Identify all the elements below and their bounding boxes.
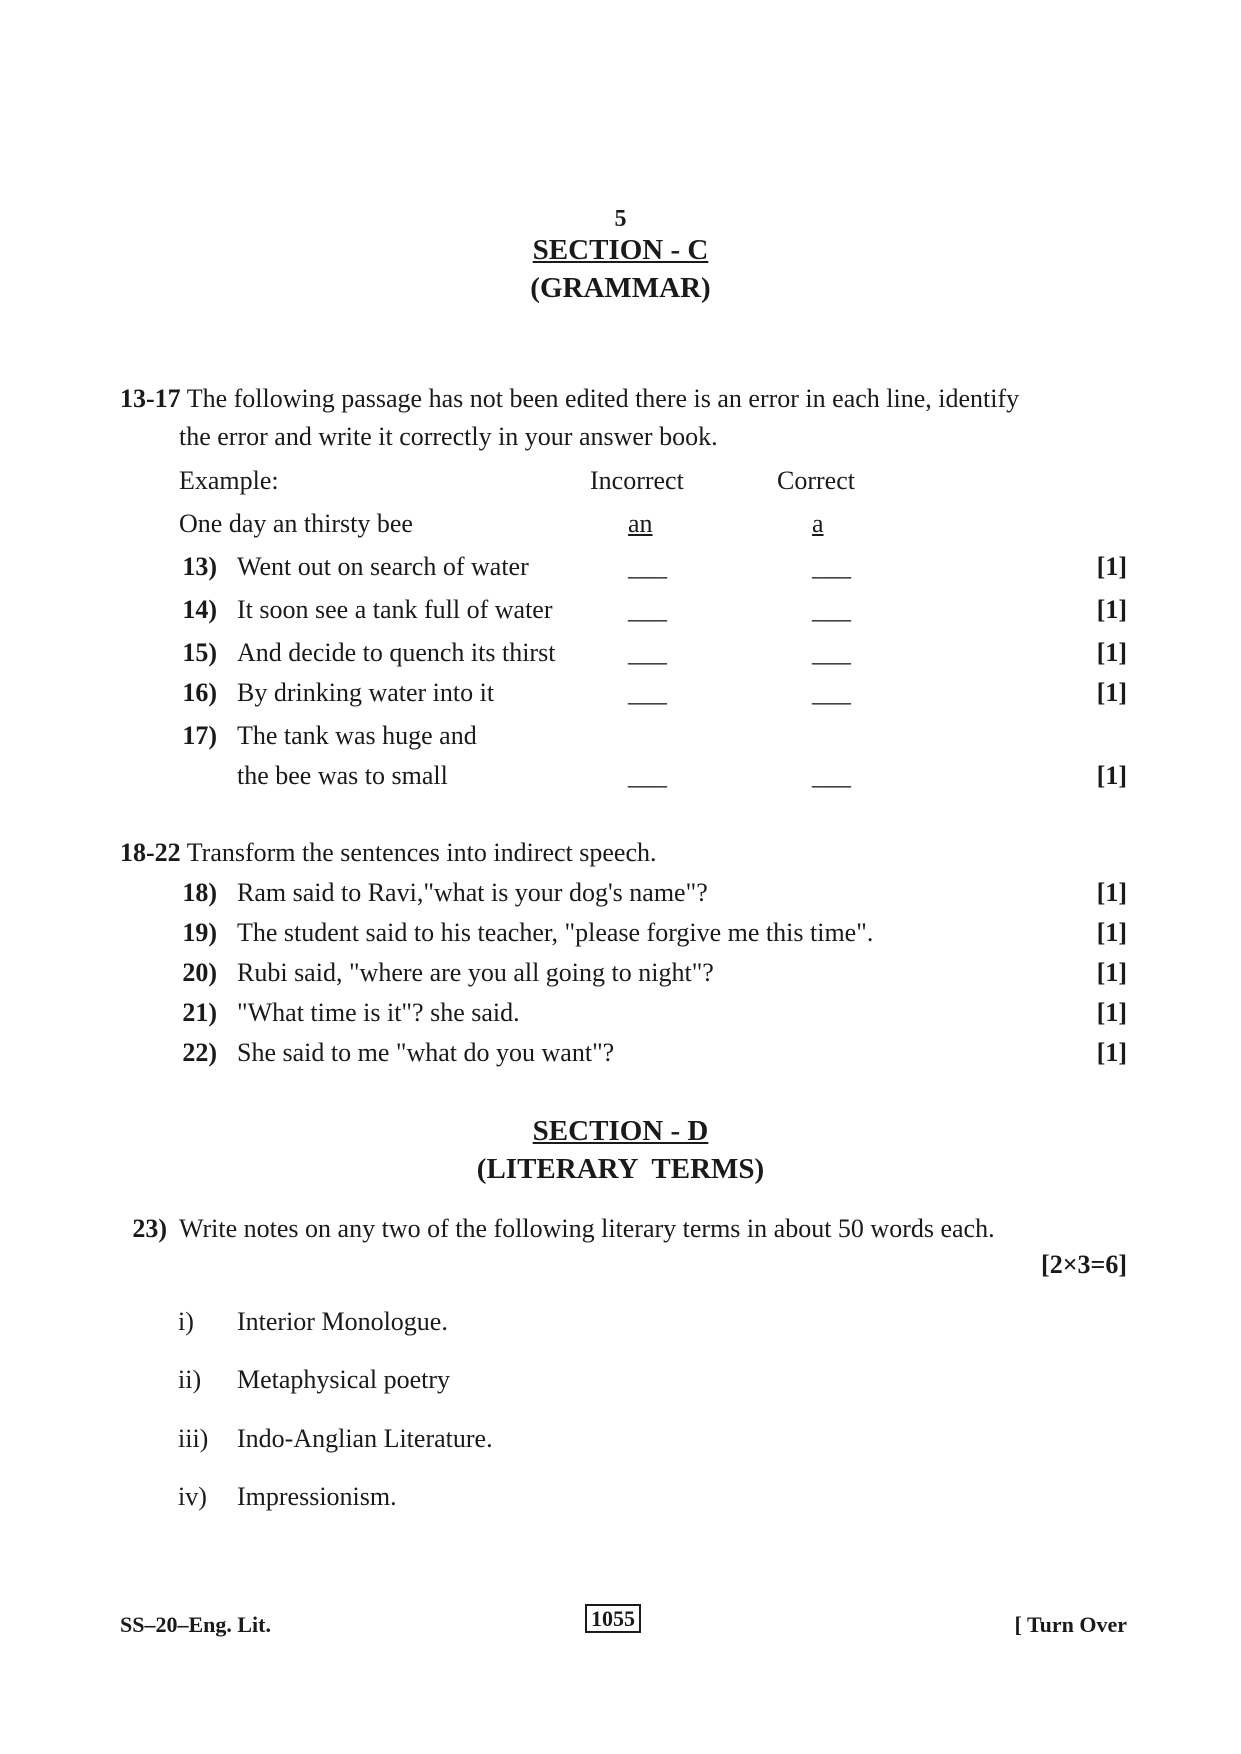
section-c-subtitle: (GRAMMAR): [530, 272, 711, 304]
item-number: ii): [178, 1365, 202, 1394]
item-number: 17): [182, 721, 217, 750]
item-text: She said to me "what do you want"?: [237, 1038, 615, 1067]
item-number: 20): [182, 958, 217, 987]
incorrect-blank: ___: [628, 638, 667, 667]
item-number: i): [178, 1307, 194, 1336]
question-23-instruction: Write notes on any two of the following literary terms in about 50 words each.: [179, 1214, 995, 1243]
item-number: 16): [182, 678, 217, 707]
item-text: Interior Monologue.: [237, 1307, 448, 1336]
footer-paper-code: SS–20–Eng. Lit.: [120, 1612, 271, 1637]
question-number: 18-22: [120, 838, 181, 867]
question-13-17-instruction: [120, 384, 1019, 414]
item-mark: [1]: [1096, 678, 1127, 707]
item-text: The tank was huge and: [237, 721, 477, 750]
correct-header: Correct: [777, 466, 855, 495]
incorrect-header: Incorrect: [590, 466, 684, 495]
incorrect-blank: ___: [628, 552, 667, 581]
example-incorrect: an: [628, 509, 653, 538]
incorrect-blank: ___: [628, 595, 667, 624]
example-sentence: One day an thirsty bee: [179, 509, 413, 538]
item-text: Rubi said, "where are you all going to night"?: [237, 958, 714, 987]
instruction-line-2: the error and write it correctly in your answer book.: [179, 422, 718, 451]
item-number: 14): [182, 595, 217, 624]
example-label: Example:: [179, 466, 279, 495]
item-number: iv): [178, 1482, 207, 1511]
correct-blank: ___: [812, 678, 851, 707]
section-d-subtitle: (LITERARY TERMS): [476, 1153, 765, 1185]
item-text: Indo-Anglian Literature.: [237, 1424, 493, 1453]
item-number: 18): [182, 878, 217, 907]
item-text: Metaphysical poetry: [237, 1365, 450, 1394]
footer-booklet-code: 1055: [585, 1604, 641, 1633]
item-text: The student said to his teacher, "please forgive me this time".: [237, 918, 874, 947]
instruction-text: The following passage has not been edited there is an error in each line, identify: [186, 384, 1020, 413]
item-mark: [1]: [1096, 878, 1127, 907]
question-number: 13-17: [120, 384, 181, 413]
item-number: 22): [182, 1038, 217, 1067]
item-text: Went out on search of water: [237, 552, 529, 581]
correct-blank: ___: [812, 761, 851, 790]
item-mark: [1]: [1096, 998, 1127, 1027]
item-text: By drinking water into it: [237, 678, 495, 707]
footer-turn-over: [ Turn Over: [1014, 1612, 1127, 1637]
page-number: 5: [614, 206, 627, 232]
item-text-line-2: the bee was to small: [237, 761, 448, 790]
question-number: 23): [132, 1214, 167, 1243]
question-18-22-instruction: [120, 838, 657, 868]
item-number: 13): [182, 552, 217, 581]
item-text: It soon see a tank full of water: [237, 595, 553, 624]
correct-blank: ___: [812, 638, 851, 667]
correct-blank: ___: [812, 595, 851, 624]
item-mark: [1]: [1096, 761, 1127, 790]
incorrect-blank: ___: [628, 761, 667, 790]
instruction-text: Transform the sentences into indirect speech.: [186, 838, 657, 867]
item-mark: [1]: [1096, 918, 1127, 947]
item-mark: [1]: [1096, 552, 1127, 581]
item-number: 21): [182, 998, 217, 1027]
item-number: 15): [182, 638, 217, 667]
section-d-title: SECTION - D: [532, 1115, 709, 1147]
question-23-marks: [2×3=6]: [1041, 1250, 1127, 1279]
section-c-title: SECTION - C: [532, 234, 709, 266]
incorrect-blank: ___: [628, 678, 667, 707]
item-text: Ram said to Ravi,"what is your dog's name"?: [237, 878, 708, 907]
example-correct: a: [812, 509, 824, 538]
item-text: And decide to quench its thirst: [237, 638, 556, 667]
item-number: 19): [182, 918, 217, 947]
item-number: iii): [178, 1424, 209, 1453]
item-mark: [1]: [1096, 1038, 1127, 1067]
correct-blank: ___: [812, 552, 851, 581]
item-mark: [1]: [1096, 638, 1127, 667]
item-text: Impressionism.: [237, 1482, 397, 1511]
item-mark: [1]: [1096, 595, 1127, 624]
item-mark: [1]: [1096, 958, 1127, 987]
item-text: "What time is it"? she said.: [237, 998, 520, 1027]
